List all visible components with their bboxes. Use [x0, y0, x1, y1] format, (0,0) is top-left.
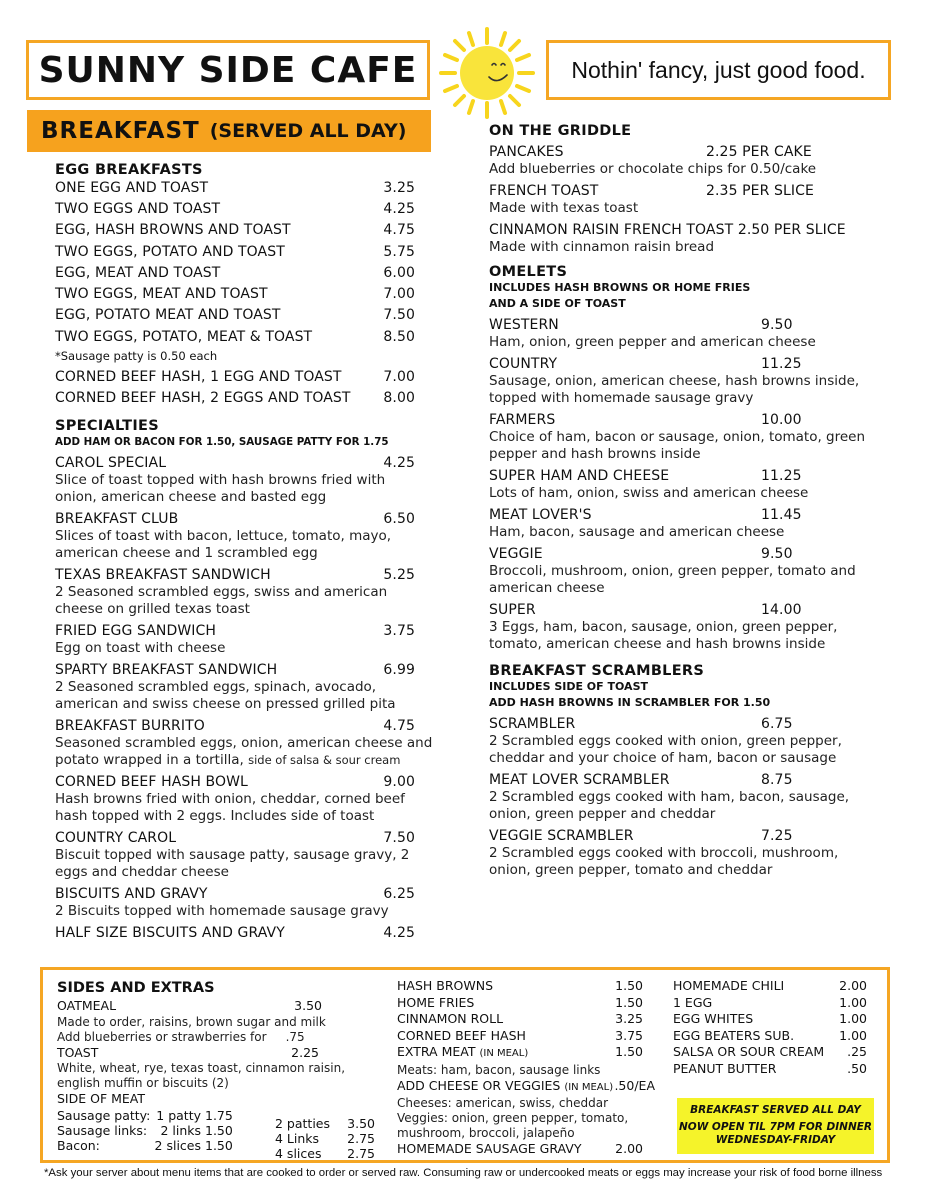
- menu-item: [55, 566, 415, 618]
- item-price: 2.25: [291, 1044, 319, 1060]
- item-price: 8.50: [383, 329, 415, 346]
- item-name: TWO EGGS, POTATO, MEAT & TOAST: [55, 329, 313, 346]
- side-item: [673, 1028, 867, 1045]
- item-name: WESTERN: [489, 317, 559, 333]
- menu-item: [489, 221, 869, 256]
- item-name: BREAKFAST CLUB: [55, 511, 179, 528]
- menu-item: [55, 220, 415, 241]
- item-price: 6.00: [383, 264, 415, 281]
- item-desc: Ham, bacon, sausage and american cheese: [489, 524, 785, 540]
- item-price: 2.35 PER SLICE: [706, 183, 814, 199]
- meat-price: 2.75: [347, 1146, 375, 1161]
- item-price: 6.99: [383, 662, 415, 679]
- item-price: 8.75: [761, 772, 793, 788]
- item-desc: Meats: ham, bacon, sausage links: [397, 1062, 601, 1077]
- side-item: [673, 995, 867, 1012]
- item-price: .25: [847, 1044, 867, 1059]
- egg-breakfasts-list: [55, 178, 415, 409]
- menu-item: [55, 454, 415, 506]
- item-desc: 2 Seasoned scrambled eggs, swiss and american cheese on grilled texas toast: [55, 584, 388, 618]
- item-price: 7.00: [383, 368, 415, 385]
- item-desc: [55, 735, 455, 769]
- item-note: (IN MEAL): [479, 1048, 529, 1059]
- left-menu-column: [55, 162, 433, 946]
- griddle-title: ON THE GRIDDLE: [489, 123, 632, 139]
- menu-item: [55, 263, 415, 284]
- item-price: 6.50: [383, 511, 415, 528]
- item-name: CORNED BEEF HASH BOWL: [55, 774, 248, 791]
- specialties-list: [55, 454, 433, 942]
- item-desc: Biscuit topped with sausage patty, sausage gravy, 2 eggs and cheddar cheese: [55, 847, 410, 881]
- item-name: TEXAS BREAKFAST SANDWICH: [55, 567, 271, 584]
- item-price: 1.00: [839, 1027, 867, 1043]
- side-of-meat-larger: [275, 1116, 375, 1161]
- item-price: 7.50: [383, 830, 415, 847]
- item-price: 4.25: [383, 201, 415, 218]
- menu-item: [489, 411, 869, 463]
- menu-item: [489, 601, 869, 653]
- callout-line-1: BREAKFAST SERVED ALL DAY: [690, 1104, 861, 1116]
- item-price: 1.50: [615, 978, 643, 993]
- menu-item: [55, 829, 415, 881]
- item-desc: 2 Scrambled eggs cooked with onion, green pepper, cheddar and your choice of ham, bacon or sausage: [489, 733, 842, 766]
- item-desc: Slice of toast topped with hash browns fried with onion, american cheese and basted egg: [55, 472, 386, 506]
- item-price: 4.75: [383, 222, 415, 239]
- menu-item: [55, 924, 415, 942]
- item-name: EGG WHITES: [673, 1011, 754, 1026]
- item-name: HALF SIZE BISCUITS AND GRAVY: [55, 925, 285, 942]
- menu-item: [55, 327, 415, 348]
- item-price: 11.25: [761, 468, 802, 484]
- item-desc: Ham, onion, green pepper and american cheese: [489, 334, 816, 350]
- menu-item: [55, 199, 415, 220]
- item-price: 3.50: [294, 998, 322, 1013]
- meat-qty: 2 slices: [154, 1137, 201, 1153]
- item-name: MEAT LOVER SCRAMBLER: [489, 772, 670, 788]
- menu-item: [55, 510, 415, 562]
- item-name: VEGGIE SCRAMBLER: [489, 828, 634, 844]
- item-price: 14.00: [761, 602, 802, 618]
- item-price: 10.00: [761, 412, 802, 428]
- item-name: COUNTRY: [489, 356, 558, 372]
- item-name: COUNTRY CAROL: [55, 830, 177, 847]
- meat-price: 1.50: [205, 1122, 233, 1138]
- menu-item: [489, 715, 869, 767]
- side-item: [673, 1044, 867, 1061]
- item-price: 9.50: [761, 546, 793, 562]
- item-name: CORNED BEEF HASH, 1 EGG AND TOAST: [55, 368, 342, 385]
- item-name: VEGGIE: [489, 546, 543, 562]
- oatmeal-add-text: Add blueberries or strawberries for: [57, 1029, 267, 1044]
- item-name: MEAT LOVER'S: [489, 507, 592, 523]
- omelets-sub-1: INCLUDES HASH BROWNS OR HOME FRIES: [489, 281, 751, 294]
- item-name: CINNAMON RAISIN FRENCH TOAST: [489, 222, 734, 238]
- item-name: ADD CHEESE OR VEGGIES: [397, 1077, 561, 1093]
- item-price: 3.25: [615, 1011, 643, 1026]
- item-price: 11.25: [761, 356, 802, 372]
- item-price: 1.00: [839, 1011, 867, 1026]
- item-price: 4.75: [383, 718, 415, 735]
- item-desc: Choice of ham, bacon or sausage, onion, tomato, green pepper and hash browns inside: [489, 429, 866, 462]
- item-name: EGG, HASH BROWNS AND TOAST: [55, 222, 291, 239]
- omelets-title: OMELETS: [489, 264, 568, 280]
- sides-column-3: [673, 978, 867, 1077]
- cafe-name: SUNNY SIDE CAFE: [38, 49, 418, 91]
- item-name: FARMERS: [489, 412, 556, 428]
- item-price: 9.50: [761, 317, 793, 333]
- menu-item: [55, 661, 415, 713]
- meat-qty: 4 Links: [275, 1131, 320, 1146]
- item-price: 4.25: [383, 455, 415, 472]
- menu-item: [55, 367, 415, 388]
- item-price: 2.00: [615, 1141, 643, 1156]
- item-name: TOAST: [57, 1044, 99, 1060]
- breakfast-banner-sub: (SERVED ALL DAY): [209, 120, 407, 142]
- item-desc: Lots of ham, onion, swiss and american cheese: [489, 485, 809, 501]
- item-desc: Egg on toast with cheese: [55, 640, 226, 657]
- item-price: .50: [847, 1060, 867, 1076]
- sausage-note: *Sausage patty is 0.50 each: [55, 348, 218, 363]
- meat-label: Sausage patty:: [57, 1107, 151, 1123]
- item-desc: White, wheat, rye, texas toast, cinnamon raisin, english muffin or biscuits (2): [57, 1061, 346, 1090]
- side-item: [397, 1044, 643, 1063]
- right-menu-column: [489, 123, 869, 883]
- item-name: CORNED BEEF HASH, 2 EGGS AND TOAST: [55, 389, 351, 406]
- menu-item: [489, 545, 869, 597]
- item-price: 5.25: [383, 567, 415, 584]
- oatmeal-add-price: .75: [285, 1029, 305, 1044]
- scramblers-title: BREAKFAST SCRAMBLERS: [489, 663, 705, 679]
- item-price: 1.50: [615, 1044, 643, 1059]
- meat-price: 3.50: [347, 1116, 375, 1131]
- menu-item: [55, 885, 415, 920]
- smiling-sun-icon: [437, 25, 537, 120]
- item-price: 3.25: [383, 180, 415, 196]
- sides-title: SIDES AND EXTRAS: [57, 980, 215, 996]
- menu-item: [489, 182, 869, 217]
- item-price: 2.25 PER CAKE: [706, 144, 812, 160]
- item-name: TWO EGGS, MEAT AND TOAST: [55, 286, 268, 303]
- menu-item: [489, 771, 869, 823]
- menu-item: [55, 388, 415, 409]
- item-desc: Made with texas toast: [489, 200, 639, 216]
- item-desc-main: Seasoned scrambled eggs, onion, american cheese and potato wrapped in a tortilla,: [55, 735, 433, 769]
- meat-price: 1.50: [205, 1137, 233, 1153]
- omelets-sub-2: AND A SIDE OF TOAST: [489, 297, 626, 310]
- item-price: 1.00: [839, 994, 867, 1010]
- breakfast-banner: [27, 110, 431, 152]
- menu-item: [489, 467, 869, 502]
- meat-label: Bacon:: [57, 1137, 100, 1153]
- scramblers-sub-1: INCLUDES SIDE OF TOAST: [489, 680, 649, 693]
- meat-price: 2.75: [347, 1131, 375, 1146]
- callout-line-2: NOW OPEN TIL 7PM FOR DINNER: [678, 1121, 872, 1133]
- item-desc: 2 Seasoned scrambled eggs, spinach, avocado, american and swiss cheese on pressed grilled pita: [55, 679, 396, 713]
- item-price: 2.50 PER SLICE: [737, 222, 846, 238]
- meat-qty: 4 slices: [275, 1146, 322, 1161]
- item-name: FRENCH TOAST: [489, 183, 599, 199]
- menu-item: [55, 305, 415, 326]
- menu-item: [55, 284, 415, 305]
- menu-item: [489, 827, 869, 879]
- item-price: 4.25: [383, 925, 415, 942]
- item-price: .50/EA: [614, 1077, 655, 1093]
- food-safety-footnote: *Ask your server about menu items that are cooked to order or served raw. Consuming raw or undercooked meats or eggs may increase your risk of food borne illness: [44, 1167, 883, 1179]
- item-desc: Made with cinnamon raisin bread: [489, 239, 715, 255]
- item-desc: 3 Eggs, ham, bacon, sausage, onion, green pepper, tomato, american cheese and hash browns inside: [489, 619, 838, 652]
- sides-column-1: [57, 978, 375, 1161]
- item-name: CAROL SPECIAL: [55, 455, 167, 472]
- item-desc: 2 Biscuits topped with homemade sausage gravy: [55, 903, 389, 920]
- item-name: HOMEMADE SAUSAGE GRAVY: [397, 1141, 582, 1156]
- item-name: SALSA OR SOUR CREAM: [673, 1044, 825, 1059]
- side-item: [397, 1141, 643, 1158]
- item-name: EGG BEATERS SUB.: [673, 1027, 795, 1043]
- item-name: EGG, MEAT AND TOAST: [55, 264, 221, 281]
- cafe-name-box: [26, 40, 430, 100]
- menu-item: [489, 316, 869, 351]
- hours-callout: [677, 1098, 874, 1154]
- item-desc: Add blueberries or chocolate chips for 0.50/cake: [489, 161, 817, 177]
- egg-breakfasts-title: EGG BREAKFASTS: [55, 162, 203, 178]
- item-name: HASH BROWNS: [397, 978, 494, 993]
- callout-line-3: WEDNESDAY-FRIDAY: [715, 1134, 836, 1146]
- item-price: 6.25: [383, 886, 415, 903]
- item-name: PEANUT BUTTER: [673, 1060, 777, 1076]
- side-item: [673, 1011, 867, 1028]
- meat-qty: 1 patty: [156, 1107, 201, 1123]
- item-note: (IN MEAL): [564, 1081, 614, 1093]
- menu-item: [55, 242, 415, 263]
- side-item: [673, 978, 867, 995]
- menu-item: [489, 506, 869, 541]
- item-name: SUPER HAM AND CHEESE: [489, 468, 670, 484]
- item-name: ONE EGG AND TOAST: [55, 180, 209, 196]
- item-name: OATMEAL: [57, 998, 117, 1013]
- item-name: SCRAMBLER: [489, 716, 576, 732]
- side-item: [397, 1011, 643, 1028]
- item-name: BISCUITS AND GRAVY: [55, 886, 208, 903]
- item-price: 8.00: [383, 389, 415, 406]
- meat-qty: 2 links: [160, 1122, 201, 1138]
- item-price: 7.00: [383, 286, 415, 303]
- menu-item: [55, 622, 415, 657]
- item-name: PANCAKES: [489, 144, 564, 160]
- scramblers-sub-2: ADD HASH BROWNS IN SCRAMBLER FOR 1.50: [489, 696, 771, 709]
- item-price: 6.75: [761, 716, 793, 732]
- side-item: [57, 1045, 319, 1062]
- item-name: FRIED EGG SANDWICH: [55, 623, 217, 640]
- side-item: [397, 995, 643, 1012]
- item-desc: 2 Scrambled eggs cooked with broccoli, mushroom, onion, green pepper, tomato and cheddar: [489, 845, 839, 878]
- item-price: 2.00: [839, 978, 867, 993]
- item-name: SPARTY BREAKFAST SANDWICH: [55, 662, 278, 679]
- item-price: 3.75: [383, 623, 415, 640]
- item-desc: Slices of toast with bacon, lettuce, tomato, mayo, american cheese and 1 scrambled egg: [55, 528, 392, 562]
- item-price: 5.75: [383, 243, 415, 260]
- item-price: 7.25: [761, 828, 793, 844]
- item-desc: Veggies: onion, green pepper, tomato, mushroom, broccoli, jalapeño: [397, 1111, 629, 1140]
- side-item: [397, 1078, 655, 1097]
- menu-item: [55, 178, 415, 199]
- item-name: HOMEMADE CHILI: [673, 978, 785, 993]
- item-name: CINNAMON ROLL: [397, 1011, 504, 1026]
- item-desc: Broccoli, mushroom, onion, green pepper, tomato and american cheese: [489, 563, 856, 596]
- item-name: SUPER: [489, 602, 536, 618]
- item-price: 1.50: [615, 994, 643, 1010]
- item-name: TWO EGGS AND TOAST: [55, 201, 221, 218]
- meat-label: Sausage links:: [57, 1122, 148, 1138]
- side-item: [397, 1028, 643, 1045]
- menu-item: [489, 143, 869, 178]
- side-item: [397, 978, 643, 995]
- item-price: 9.00: [383, 774, 415, 791]
- side-of-meat-title: SIDE OF MEAT: [57, 1091, 146, 1106]
- oatmeal-add: [57, 1030, 367, 1045]
- item-desc: Hash browns fried with onion, cheddar, corned beef hash topped with 2 eggs. Includes side of toast: [55, 791, 405, 825]
- item-name: BREAKFAST BURRITO: [55, 718, 205, 735]
- sides-column-2: [397, 978, 655, 1158]
- item-name: HOME FRIES: [397, 994, 475, 1010]
- menu-item: [489, 355, 869, 407]
- item-name: EXTRA MEAT: [397, 1044, 476, 1059]
- item-desc: Made to order, raisins, brown sugar and milk: [57, 1014, 326, 1029]
- meat-qty: 2 patties: [275, 1116, 330, 1131]
- item-price: 3.75: [615, 1027, 643, 1043]
- breakfast-banner-title: BREAKFAST: [41, 118, 200, 144]
- specialties-title: SPECIALTIES: [55, 418, 160, 435]
- meat-price: 1.75: [205, 1107, 233, 1123]
- item-price: 11.45: [761, 507, 802, 523]
- item-desc-small: side of salsa & sour cream: [248, 753, 401, 768]
- item-name: CORNED BEEF HASH: [397, 1027, 526, 1043]
- item-price: 7.50: [383, 307, 415, 324]
- side-item: [673, 1061, 867, 1078]
- item-name: TWO EGGS, POTATO AND TOAST: [55, 243, 285, 260]
- item-desc: Cheeses: american, swiss, cheddar: [397, 1096, 609, 1110]
- tagline: Nothin' fancy, just good food.: [571, 56, 866, 83]
- item-desc: Sausage, onion, american cheese, hash browns inside, topped with homemade sausage gravy: [489, 373, 860, 406]
- item-name: 1 EGG: [673, 994, 713, 1010]
- side-item: [57, 998, 322, 1015]
- tagline-box: [546, 40, 891, 100]
- specialties-sub: ADD HAM OR BACON FOR 1.50, SAUSAGE PATTY FOR 1.75: [55, 436, 389, 449]
- item-name: EGG, POTATO MEAT AND TOAST: [55, 307, 281, 324]
- menu-item: [55, 773, 415, 825]
- item-desc: 2 Scrambled eggs cooked with ham, bacon, sausage, onion, green pepper and cheddar: [489, 789, 850, 822]
- menu-item: [55, 717, 433, 769]
- sides-and-extras-box: [40, 967, 890, 1163]
